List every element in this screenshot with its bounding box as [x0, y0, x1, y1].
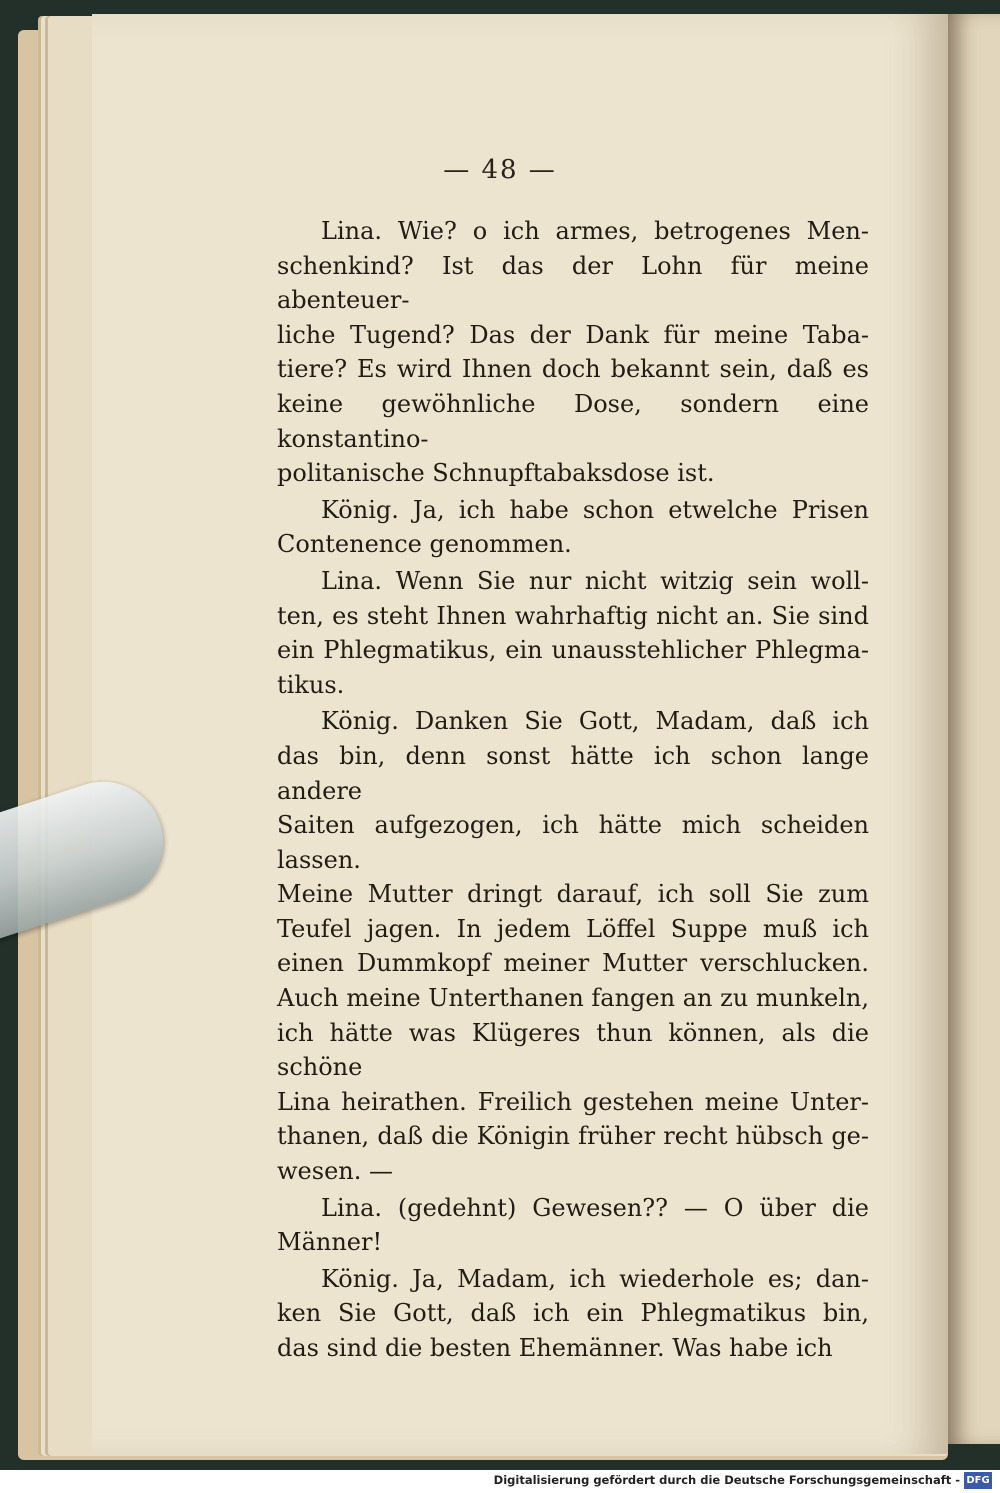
text-line: Auch meine Unterthanen fangen an zu munkeln,	[277, 984, 870, 1013]
text-line: Lina heirathen. Freilich gestehen meine Unter-	[277, 1087, 869, 1116]
text-line: ein Phlegmatikus, ein unausstehlicher Phlegma-	[277, 636, 869, 665]
paragraph	[277, 704, 869, 1188]
footer-credit: Digitalisierung gefördert durch die Deutsche Forschungsgemeinschaft -	[493, 1473, 960, 1487]
text-line: Lina. Wie? o ich armes, betrogenes Men-	[321, 217, 869, 245]
text-line: Contenence genommen.	[277, 530, 572, 559]
text-line: König. Danken Sie Gott, Madam, daß ich	[321, 707, 869, 736]
paragraph	[277, 214, 869, 491]
page-number: — 48 —	[443, 155, 557, 185]
text-line: König. Ja, ich habe schon etwelche Prisen	[321, 495, 869, 524]
text-line: thanen, daß die Königin früher recht hübsch ge-	[277, 1122, 869, 1151]
paragraph	[277, 1191, 869, 1260]
footer-bar	[0, 1470, 1000, 1493]
dfg-logo: DFG	[964, 1472, 992, 1489]
text-line: Teufel jagen. In jedem Löffel Suppe muß ich	[277, 914, 869, 943]
text-line: das sind die besten Ehemänner. Was habe ich	[277, 1334, 833, 1362]
paragraph	[277, 493, 869, 562]
text-line: Lina. (gedehnt) Gewesen?? — O über die	[321, 1193, 869, 1222]
text-line: König. Ja, Madam, ich wiederhole es; dan-	[321, 1264, 869, 1293]
text-line: ich hätte was Klügeres thun können, als die schöne	[277, 1018, 869, 1082]
text-line: tikus.	[277, 670, 345, 699]
text-line: politanische Schnupftabaksdose ist.	[277, 459, 715, 488]
facing-page-edge	[948, 14, 1000, 1444]
text-line: ken Sie Gott, daß ich ein Phlegmatikus bin,	[277, 1299, 869, 1328]
text-line: liche Tugend? Das der Dank für meine Taba-	[277, 320, 869, 349]
text-line: Lina. Wenn Sie nur nicht witzig sein woll-	[321, 566, 869, 595]
text-line: Meine Mutter dringt darauf, ich soll Sie zum	[277, 880, 869, 909]
text-line: ten, es steht Ihnen wahrhaftig nicht an. Sie sind	[277, 601, 869, 630]
text-line: tiere? Es wird Ihnen doch bekannt sein, daß es	[277, 355, 869, 384]
text-line: Männer!	[277, 1228, 383, 1257]
text-line: einen Dummkopf meiner Mutter verschlucken.	[277, 949, 869, 978]
text-line: keine gewöhnliche Dose, sondern eine konstantino-	[277, 389, 869, 453]
text-line: Saiten aufgezogen, ich hätte mich scheiden lassen.	[277, 811, 869, 874]
body-text	[277, 214, 869, 1366]
text-line: schenkind? Ist das der Lohn für meine abenteuer-	[277, 251, 869, 315]
paragraph	[277, 1262, 869, 1366]
text-line: wesen. —	[277, 1157, 393, 1186]
paragraph	[277, 564, 869, 702]
text-line: das bin, denn sonst hätte ich schon lange andere	[277, 741, 869, 805]
